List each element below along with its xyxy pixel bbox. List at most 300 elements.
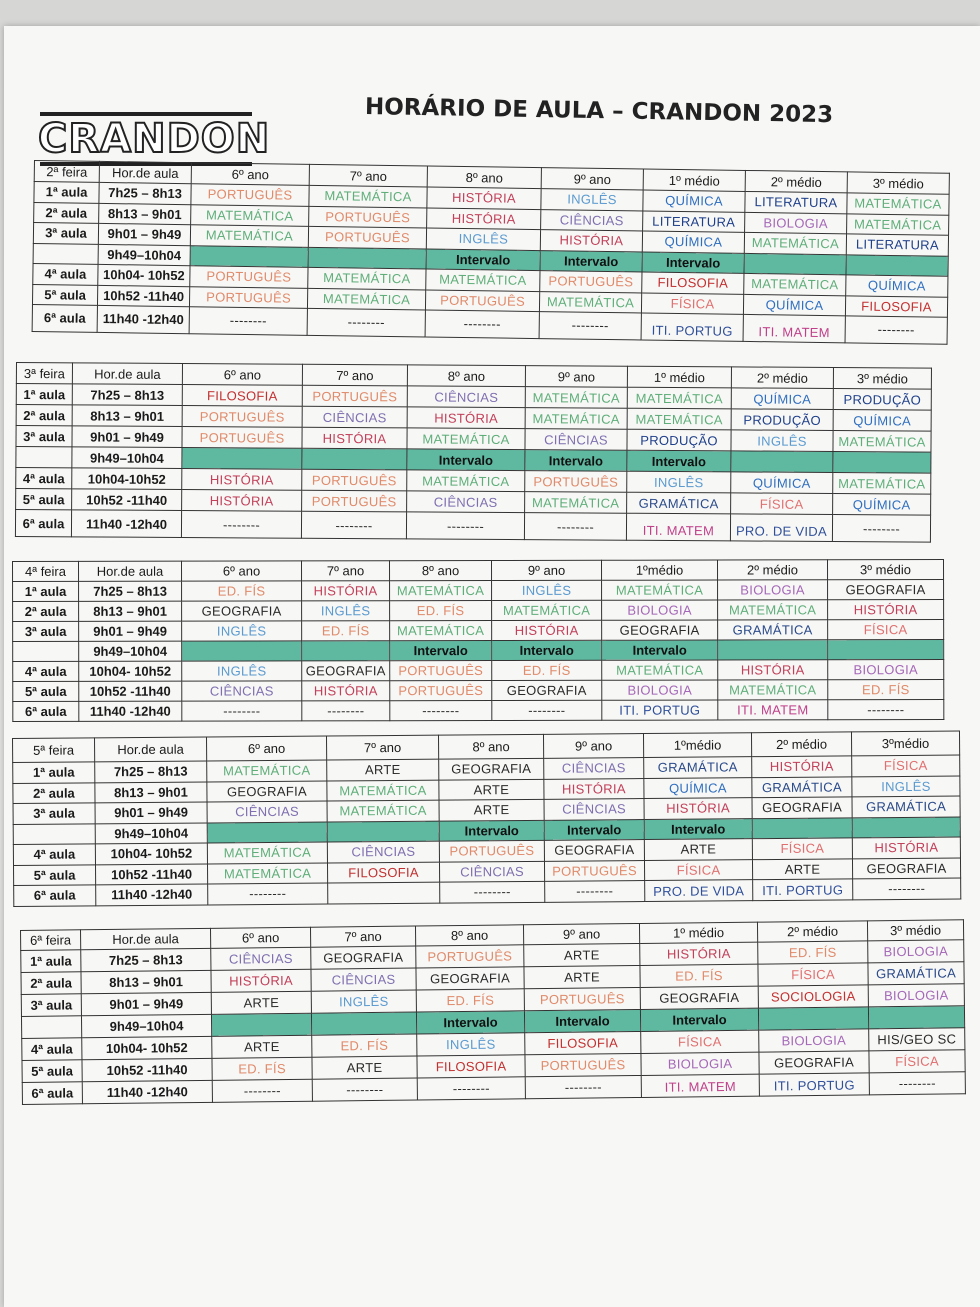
lesson-time: 10h04- 10h52	[95, 843, 207, 864]
day-label: 6ª feira	[21, 930, 81, 951]
subject-cell-historia: HISTÓRIA	[718, 660, 828, 680]
subject-cell-geografia: GEOGRAFIA	[311, 946, 416, 969]
lesson-time: 9h01 – 9h49	[79, 621, 182, 641]
subject-cell-arte: ARTE	[752, 858, 852, 879]
lesson-time: 11h40 -12h40	[79, 701, 182, 721]
subject-cell-empty: --------	[181, 511, 301, 539]
break-cell: Intervalo	[644, 818, 752, 839]
subject-cell-ingles: INGLÊS	[731, 430, 833, 452]
subject-cell-ed-fis: ED. FÍS	[312, 1034, 417, 1057]
class-header-8-ano: 8º ano	[438, 734, 543, 759]
break-fill	[308, 247, 426, 269]
subject-cell-iti-matem: ITI. MATEM	[626, 513, 730, 541]
subject-cell-arte: ARTE	[524, 943, 640, 966]
schedule-table-3-feira	[15, 362, 932, 543]
lesson-time: 9h01 – 9h49	[95, 802, 207, 823]
lesson-number: 1ª aula	[34, 182, 99, 203]
subject-cell-portugues: PORTUGUÊS	[302, 469, 407, 491]
day-label: 4ª feira	[13, 561, 79, 581]
lesson-time: 10h52 -11h40	[95, 863, 207, 884]
subject-cell-biologia: BIOLOGIA	[745, 212, 847, 234]
lesson-number: 3ª aula	[16, 426, 72, 447]
lesson-time: 7h25 – 8h13	[81, 948, 211, 971]
subject-cell-ed-fis: ED. FÍS	[182, 581, 302, 601]
subject-cell-empty: --------	[417, 1077, 525, 1100]
subject-cell-matematica: MATEMÁTICA	[390, 620, 492, 640]
lesson-number: 1ª aula	[21, 950, 81, 973]
time-column-header: Hor.de aula	[72, 363, 182, 385]
class-header-2-medio: 2º médio	[757, 921, 867, 942]
break-fill	[207, 822, 327, 843]
time-column-header: Hor.de aula	[79, 561, 182, 581]
subject-cell-fisica: FÍSICA	[828, 620, 944, 640]
lesson-time: 9h49–10h04	[95, 822, 207, 843]
subject-cell-ciencias: CIÊNCIAS	[525, 429, 627, 451]
subject-cell-ingles: INGLÊS	[541, 189, 643, 211]
time-column-header: Hor.de aula	[99, 161, 191, 183]
break-fill	[182, 448, 302, 470]
subject-cell-arte: ARTE	[312, 1056, 417, 1079]
lesson-time: 9h01 – 9h49	[98, 223, 190, 245]
class-header-8-ano: 8º ano	[415, 925, 523, 946]
lesson-number: 2ª aula	[16, 405, 72, 426]
lesson-number: 2ª aula	[34, 202, 99, 223]
subject-cell-matematica: MATEMÁTICA	[191, 204, 309, 226]
subject-cell-arte: ARTE	[524, 965, 640, 988]
class-header-8-ano: 8º ano	[427, 166, 541, 189]
lesson-time: 10h52 -11h40	[82, 1058, 212, 1081]
lesson-number: 1ª aula	[13, 581, 79, 601]
lesson-number: 5ª aula	[13, 864, 95, 885]
subject-cell-biologia: BIOLOGIA	[828, 660, 944, 680]
subject-cell-empty: --------	[828, 700, 944, 720]
subject-cell-fisica: FÍSICA	[758, 963, 868, 986]
subject-cell-quimica: QUÍMICA	[642, 231, 744, 253]
break-fill	[833, 451, 931, 473]
break-cell: Intervalo	[525, 450, 627, 472]
lesson-number: 5ª aula	[32, 284, 97, 305]
subject-cell-producao: PRODUÇÃO	[627, 429, 731, 451]
subject-cell-ingles: INGLÊS	[182, 621, 302, 641]
subject-cell-matematica: MATEMÁTICA	[539, 291, 641, 313]
lesson-time: 8h13 – 9h01	[81, 970, 211, 993]
break-cell: Intervalo	[426, 248, 540, 270]
table-row	[15, 510, 930, 543]
lesson-number: 6ª aula	[15, 510, 71, 537]
subject-cell-iti-matem: ITI. MATEM	[718, 700, 828, 720]
subject-cell-portugues: PORTUGUÊS	[390, 680, 492, 700]
lesson-time: 7h25 – 8h13	[72, 384, 182, 406]
subject-cell-literatura: LITERATURA	[745, 191, 847, 213]
break-fill	[731, 451, 833, 473]
subject-cell-arte: ARTE	[644, 839, 752, 860]
subject-cell-portugues: PORTUGUÊS	[182, 427, 302, 449]
subject-cell-empty: --------	[525, 1075, 641, 1098]
subject-cell-matematica: MATEMÁTICA	[190, 225, 308, 247]
subject-cell-matematica: MATEMÁTICA	[207, 863, 327, 884]
class-header-9-ano: 9º ano	[525, 366, 627, 388]
subject-cell-geografia: GEOGRAFIA	[302, 661, 390, 681]
break-fill	[744, 253, 846, 275]
subject-cell-empty: --------	[492, 700, 602, 720]
subject-cell-iti-portug: ITI. PORTUG	[602, 700, 718, 720]
lesson-number: 5ª aula	[13, 681, 79, 701]
subject-cell-matematica: MATEMÁTICA	[308, 267, 426, 289]
subject-cell-quimica: QUÍMICA	[743, 294, 845, 316]
subject-cell-portugues: PORTUGUÊS	[425, 289, 539, 311]
subject-cell-ciencias: CIÊNCIAS	[407, 386, 525, 408]
lesson-time: 9h01 – 9h49	[81, 992, 211, 1015]
lesson-time: 8h13 – 9h01	[79, 601, 182, 621]
subject-cell-historia: HISTÓRIA	[640, 942, 758, 965]
subject-cell-historia: HISTÓRIA	[752, 756, 852, 777]
subject-cell-quimica: QUÍMICA	[731, 472, 833, 494]
subject-cell-arte: ARTE	[212, 1035, 312, 1058]
subject-cell-portugues: PORTUGUÊS	[190, 266, 308, 288]
subject-cell-geografia: GEOGRAFIA	[544, 840, 644, 861]
subject-cell-ed-fis: ED. FÍS	[390, 600, 492, 620]
subject-cell-arte: ARTE	[439, 779, 544, 800]
subject-cell-matematica: MATEMÁTICA	[327, 780, 439, 801]
subject-cell-geografia: GEOGRAFIA	[207, 781, 327, 802]
subject-cell-ciencias: CIÊNCIAS	[439, 861, 544, 882]
subject-cell-biologia: BIOLOGIA	[868, 984, 964, 1007]
subject-cell-portugues: PORTUGUÊS	[308, 226, 426, 248]
lesson-number: 4ª aula	[13, 844, 95, 865]
subject-cell-historia: HISTÓRIA	[427, 187, 541, 209]
subject-cell-geografia: GEOGRAFIA	[828, 580, 944, 600]
subject-cell-ciencias: CIÊNCIAS	[544, 799, 644, 820]
subject-cell-historia: HISTÓRIA	[302, 427, 407, 449]
lesson-time: 7h25 – 8h13	[79, 581, 182, 601]
subject-cell-portugues: PORTUGUÊS	[416, 945, 524, 968]
subject-cell-matematica: MATEMÁTICA	[627, 408, 731, 430]
class-header-3-medio: 3ºmédio	[851, 731, 959, 756]
break-cell: Intervalo	[640, 1008, 758, 1031]
subject-cell-empty: --------	[390, 700, 492, 720]
class-header-1-medio: 1ºmédio	[601, 560, 717, 580]
class-header-8-ano: 8º ano	[407, 365, 525, 387]
class-header-6-ano: 6º ano	[206, 736, 326, 761]
subject-cell-quimica: QUÍMICA	[643, 190, 745, 212]
subject-cell-literatura: LITERATURA	[643, 211, 745, 233]
break-fill	[327, 821, 439, 842]
lesson-number: 3ª aula	[33, 223, 98, 244]
subject-cell-quimica: QUÍMICA	[644, 777, 752, 798]
time-column-header: Hor.de aula	[81, 928, 211, 949]
lesson-number: 6ª aula	[32, 304, 97, 331]
lesson-number: 5ª aula	[16, 489, 72, 510]
class-header-9-ano: 9º ano	[543, 734, 643, 759]
subject-cell-portugues: PORTUGUÊS	[524, 987, 640, 1010]
subject-cell-empty: --------	[524, 513, 626, 541]
lesson-time: 10h52 -11h40	[72, 489, 182, 511]
subject-cell-matematica: MATEMÁTICA	[309, 185, 427, 207]
page-title: HORÁRIO DE AULA – CRANDON 2023	[364, 94, 834, 129]
subject-cell-empty: --------	[440, 881, 545, 902]
subject-cell-matematica: MATEMÁTICA	[390, 580, 492, 600]
subject-cell-fisica: FÍSICA	[852, 755, 960, 776]
subject-cell-pro-de-vida: PRO. DE VIDA	[730, 514, 832, 542]
subject-cell-gramatica: GRAMÁTICA	[644, 757, 752, 778]
lesson-number	[33, 243, 98, 264]
subject-cell-matematica: MATEMÁTICA	[207, 760, 327, 781]
subject-cell-portugues: PORTUGUÊS	[544, 860, 644, 881]
subject-cell-gramatica: GRAMÁTICA	[852, 796, 960, 817]
break-fill	[718, 640, 828, 660]
time-column-header: Hor.de aula	[95, 737, 207, 762]
subject-cell-ciencias: CIÊNCIAS	[311, 968, 416, 991]
subject-cell-matematica: MATEMÁTICA	[525, 387, 627, 409]
subject-cell-biologia: BIOLOGIA	[868, 940, 964, 963]
subject-cell-filosofia: FILOSOFIA	[327, 862, 439, 883]
lesson-number: 2ª aula	[13, 601, 79, 621]
subject-cell-filosofia: FILOSOFIA	[845, 295, 947, 317]
subject-cell-pro-de-vida: PRO. DE VIDA	[645, 880, 753, 901]
subject-cell-empty: --------	[845, 316, 947, 344]
subject-cell-matematica: MATEMÁTICA	[847, 213, 949, 235]
logo-text: CRANDON	[38, 116, 271, 162]
break-fill	[868, 1006, 964, 1029]
lesson-number	[16, 447, 72, 468]
lesson-time: 11h40 -12h40	[71, 510, 181, 538]
class-header-6-ano: 6º ano	[191, 163, 309, 186]
table-header-row	[13, 560, 944, 582]
class-header-7-ano: 7º ano	[310, 926, 415, 947]
break-fill	[302, 448, 407, 470]
lesson-number: 2ª aula	[21, 972, 81, 995]
class-header-3-medio: 3º médio	[847, 172, 949, 194]
subject-cell-iti-portug: ITI. PORTUG	[759, 1073, 869, 1096]
subject-cell-matematica: MATEMÁTICA	[602, 660, 718, 680]
break-cell: Intervalo	[544, 819, 644, 840]
break-cell: Intervalo	[407, 449, 525, 471]
break-cell: Intervalo	[439, 820, 544, 841]
subject-cell-matematica: MATEMÁTICA	[327, 800, 439, 821]
lesson-time: 8h13 – 9h01	[99, 203, 191, 225]
subject-cell-portugues: PORTUGUÊS	[182, 406, 302, 428]
break-fill	[182, 641, 302, 661]
subject-cell-ingles: INGLÊS	[182, 661, 302, 681]
subject-cell-geografia: GEOGRAFIA	[640, 986, 758, 1009]
subject-cell-arte: ARTE	[439, 799, 544, 820]
subject-cell-empty: --------	[539, 312, 641, 340]
subject-cell-empty: --------	[425, 310, 539, 338]
break-fill	[758, 1007, 868, 1030]
class-header-6-ano: 6º ano	[182, 364, 302, 386]
subject-cell-literatura: LITERATURA	[846, 234, 948, 256]
subject-cell-fisica: FÍSICA	[641, 292, 743, 314]
table-row	[13, 700, 944, 722]
subject-cell-ingles: INGLÊS	[627, 471, 731, 493]
subject-cell-matematica: MATEMÁTICA	[307, 288, 425, 310]
lesson-number: 2ª aula	[13, 782, 95, 803]
subject-cell-historia: HISTÓRIA	[302, 681, 390, 701]
class-header-2-medio: 2º médio	[745, 170, 847, 192]
break-cell: Intervalo	[492, 640, 602, 660]
subject-cell-empty: --------	[208, 883, 328, 904]
subject-cell-ciencias: CIÊNCIAS	[541, 209, 643, 231]
subject-cell-historia: HISTÓRIA	[182, 490, 302, 512]
lesson-time: 10h04- 10h52	[98, 264, 190, 286]
subject-cell-portugues: PORTUGUÊS	[189, 286, 307, 308]
class-header-7-ano: 7º ano	[302, 561, 390, 581]
subject-cell-filosofia: FILOSOFIA	[525, 1031, 641, 1054]
break-fill	[752, 817, 852, 838]
subject-cell-matematica: MATEMÁTICA	[492, 600, 602, 620]
subject-cell-biologia: BIOLOGIA	[602, 680, 718, 700]
lesson-number: 3ª aula	[13, 621, 79, 641]
class-header-8-ano: 8º ano	[390, 560, 492, 580]
class-header-9-ano: 9º ano	[523, 923, 639, 944]
subject-cell-ciencias: CIÊNCIAS	[407, 491, 525, 513]
subject-cell-biologia: BIOLOGIA	[759, 1029, 869, 1052]
break-fill	[311, 1012, 416, 1035]
day-label: 2ª feira	[34, 161, 99, 183]
subject-cell-ingles: INGLÊS	[492, 580, 602, 600]
subject-cell-matematica: MATEMÁTICA	[525, 408, 627, 430]
class-header-6-ano: 6º ano	[210, 927, 310, 948]
schedule-table-4-feira	[12, 559, 944, 722]
subject-cell-portugues: PORTUGUÊS	[540, 271, 642, 293]
subject-cell-filosofia: FILOSOFIA	[182, 385, 302, 407]
subject-cell-quimica: QUÍMICA	[833, 409, 931, 431]
subject-cell-ingles: INGLÊS	[417, 1033, 525, 1056]
subject-cell-ciencias: CIÊNCIAS	[211, 947, 311, 970]
subject-cell-filosofia: FILOSOFIA	[417, 1055, 525, 1078]
subject-cell-ed-fis: ED. FÍS	[212, 1057, 312, 1080]
subject-cell-fisica: FÍSICA	[752, 838, 852, 859]
break-fill	[190, 245, 308, 267]
subject-cell-matematica: MATEMÁTICA	[207, 842, 327, 863]
break-cell: Intervalo	[627, 450, 731, 472]
lesson-time: 10h52 -11h40	[79, 681, 182, 701]
lesson-time: 8h13 – 9h01	[95, 781, 207, 802]
subject-cell-producao: PRODUÇÃO	[833, 388, 931, 410]
subject-cell-matematica: MATEMÁTICA	[407, 428, 525, 450]
subject-cell-empty: --------	[406, 512, 524, 540]
subject-cell-fisica: FÍSICA	[869, 1050, 965, 1073]
subject-cell-empty: --------	[312, 1078, 417, 1101]
subject-cell-geografia: GEOGRAFIA	[416, 967, 524, 990]
class-header-9-ano: 9º ano	[541, 168, 643, 190]
subject-cell-gramatica: GRAMÁTICA	[868, 962, 964, 985]
break-fill	[846, 254, 948, 276]
subject-cell-ingles: INGLÊS	[426, 228, 540, 250]
subject-cell-matematica: MATEMÁTICA	[627, 387, 731, 409]
subject-cell-geografia: GEOGRAFIA	[182, 601, 302, 621]
subject-cell-ed-fis: ED. FÍS	[828, 680, 944, 700]
subject-cell-geografia: GEOGRAFIA	[752, 797, 852, 818]
lesson-number: 1ª aula	[13, 762, 95, 783]
subject-cell-biologia: BIOLOGIA	[602, 600, 718, 620]
day-label: 3ª feira	[16, 363, 72, 384]
subject-cell-portugues: PORTUGUÊS	[302, 490, 407, 512]
subject-cell-ed-fis: ED. FÍS	[758, 941, 868, 964]
subject-cell-portugues: PORTUGUÊS	[390, 660, 492, 680]
class-header-2-medio: 2º médio	[731, 367, 833, 389]
subject-cell-portugues: PORTUGUÊS	[439, 840, 544, 861]
subject-cell-historia: HISTÓRIA	[540, 230, 642, 252]
subject-cell-geografia: GEOGRAFIA	[852, 858, 960, 879]
subject-cell-empty: --------	[182, 701, 302, 721]
day-label: 5ª feira	[13, 738, 95, 763]
class-header-3-medio: 3º médio	[827, 560, 943, 580]
lesson-number: 6ª aula	[14, 885, 96, 906]
subject-cell-quimica: QUÍMICA	[731, 388, 833, 410]
lesson-time: 9h49–10h04	[79, 641, 182, 661]
break-cell: Intervalo	[416, 1011, 524, 1034]
subject-cell-historia: HISTÓRIA	[544, 778, 644, 799]
subject-cell-biologia: BIOLOGIA	[641, 1052, 759, 1075]
lesson-time: 11h40 -12h40	[82, 1080, 212, 1103]
subject-cell-historia: HISTÓRIA	[852, 837, 960, 858]
subject-cell-geografia: GEOGRAFIA	[759, 1051, 869, 1074]
subject-cell-filosofia: FILOSOFIA	[642, 272, 744, 294]
subject-cell-ed-fis: ED. FÍS	[640, 964, 758, 987]
subject-cell-matematica: MATEMÁTICA	[525, 492, 627, 514]
class-header-6-ano: 6º ano	[182, 561, 302, 581]
subject-cell-biologia: BIOLOGIA	[718, 580, 828, 600]
subject-cell-fisica: FÍSICA	[641, 1030, 759, 1053]
class-header-7-ano: 7º ano	[302, 364, 407, 386]
subject-cell-historia: HISTÓRIA	[302, 581, 390, 601]
subject-cell-ed-fis: ED. FÍS	[492, 660, 602, 680]
subject-cell-empty: --------	[212, 1079, 312, 1102]
subject-cell-ed-fis: ED. FÍS	[302, 621, 390, 641]
subject-cell-empty: --------	[545, 881, 645, 902]
subject-cell-ingles: INGLÊS	[852, 776, 960, 797]
break-fill	[852, 817, 960, 838]
break-cell: Intervalo	[602, 640, 718, 660]
subject-cell-matematica: MATEMÁTICA	[407, 470, 525, 492]
lesson-number	[13, 823, 95, 844]
class-header-1-medio: 1º médio	[639, 922, 757, 943]
lesson-number	[13, 641, 79, 661]
subject-cell-ed-fis: ED. FÍS	[416, 989, 524, 1012]
class-header-1-medio: 1ºmédio	[643, 733, 751, 758]
lesson-number	[21, 1016, 81, 1039]
lesson-number: 3ª aula	[21, 994, 81, 1017]
subject-cell-fisica: FÍSICA	[644, 859, 752, 880]
lesson-time: 11h40 -12h40	[97, 305, 189, 333]
lesson-time: 10h04- 10h52	[79, 661, 182, 681]
subject-cell-iti-portug: ITI. PORTUG	[753, 879, 853, 900]
subject-cell-ingles: INGLÊS	[302, 601, 390, 621]
subject-cell-empty: --------	[869, 1072, 965, 1095]
class-header-2-medio: 2º médio	[751, 732, 851, 757]
subject-cell-ciencias: CIÊNCIAS	[544, 758, 644, 779]
schedule-table-5-feira	[12, 731, 961, 907]
lesson-time: 9h49–10h04	[98, 244, 190, 266]
subject-cell-geografia: GEOGRAFIA	[492, 680, 602, 700]
subject-cell-quimica: QUÍMICA	[846, 275, 948, 297]
lesson-time: 10h04- 10h52	[82, 1036, 212, 1059]
subject-cell-matematica: MATEMÁTICA	[718, 600, 828, 620]
lesson-number: 6ª aula	[13, 701, 79, 721]
subject-cell-quimica: QUÍMICA	[833, 493, 931, 515]
subject-cell-historia: HISTÓRIA	[427, 207, 541, 229]
lesson-time: 9h01 – 9h49	[72, 426, 182, 448]
class-header-1-medio: 1º médio	[627, 366, 731, 388]
break-row	[13, 640, 944, 662]
subject-cell-geografia: GEOGRAFIA	[439, 758, 544, 779]
subject-cell-portugues: PORTUGUÊS	[309, 206, 427, 228]
break-fill	[828, 640, 944, 660]
break-fill	[211, 1013, 311, 1036]
subject-cell-portugues: PORTUGUÊS	[302, 385, 407, 407]
subject-cell-empty	[328, 882, 440, 903]
